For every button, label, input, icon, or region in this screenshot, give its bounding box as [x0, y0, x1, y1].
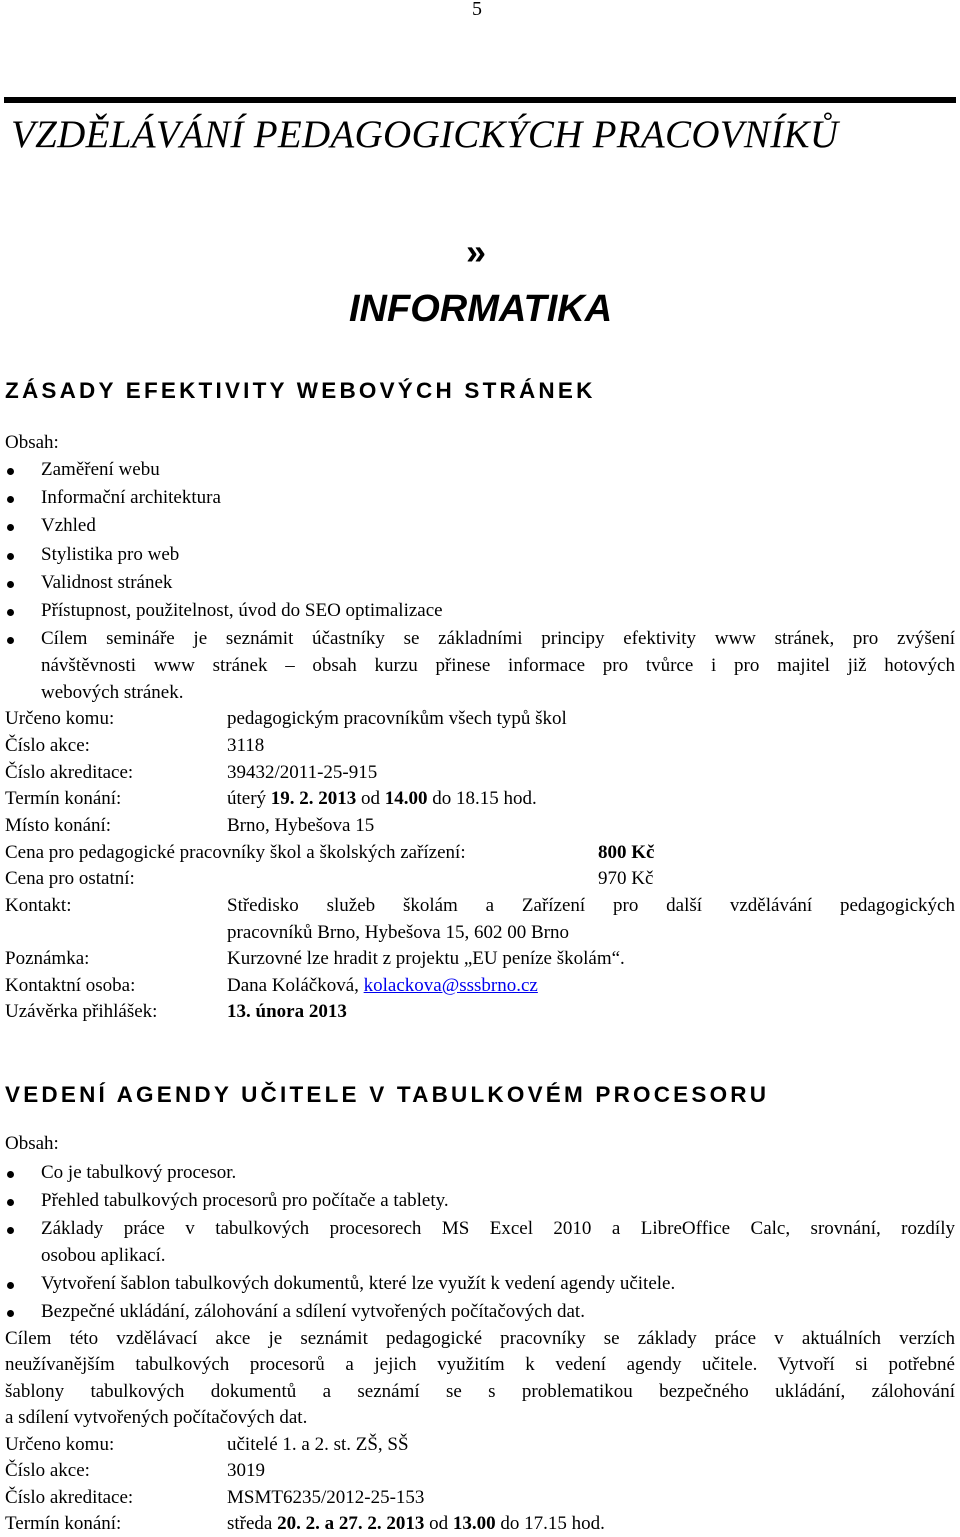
accreditation-label: Číslo akreditace:: [5, 1487, 134, 1508]
course-title: ZÁSADY EFEKTIVITY WEBOVÝCH STRÁNEK: [5, 378, 596, 403]
bullet-icon: [7, 581, 14, 588]
course-goal-line: webových stránek.: [41, 682, 184, 703]
target-value: pedagogickým pracovníkům všech typů škol: [227, 708, 567, 729]
contact-person-value: Dana Koláčková, kolackova@sssbrno.cz: [227, 975, 538, 996]
contents-label: Obsah:: [5, 432, 59, 453]
list-item: Vytvoření šablon tabulkových dokumentů, které lze využít k vedení agendy učitele.: [0, 1271, 960, 1297]
bullet-icon: [7, 609, 14, 616]
course-goal-line: návštěvnosti www stránek – obsah kurzu přinese informace pro tvůrce i pro majitel již hotových: [41, 655, 955, 676]
bullet-icon: [7, 1199, 14, 1206]
list-item: Informační architektura: [0, 485, 960, 511]
bullet-icon: [7, 1227, 14, 1234]
date-value: úterý 19. 2. 2013 od 14.00 do 18.15 hod.: [227, 788, 537, 809]
bullet-icon: [7, 496, 14, 503]
contents-label: Obsah:: [5, 1133, 59, 1154]
contact-value: Středisko služeb školám a Zařízení pro další vzdělávání pedagogických: [227, 895, 955, 916]
bullet-icon: [7, 1171, 14, 1178]
header-rule: [4, 97, 956, 103]
bullet-icon: [7, 637, 14, 644]
price-teachers-label: Cena pro pedagogické pracovníky škol a školských zařízení:: [5, 842, 466, 863]
course-goal-line: Cílem této vzdělávací akce je seznámit pedagogické pracovníky se základy práce v aktuálních verzích: [5, 1328, 955, 1349]
accreditation-label: Číslo akreditace:: [5, 762, 134, 783]
bullet-icon: [7, 553, 14, 560]
note-label: Poznámka:: [5, 948, 90, 969]
list-item: Stylistika pro web: [0, 542, 960, 568]
list-item: Co je tabulkový procesor.: [0, 1160, 960, 1186]
list-item: Bezpečné ukládání, zálohování a sdílení vytvořených počítačových dat.: [0, 1299, 960, 1325]
action-number-label: Číslo akce:: [5, 735, 90, 756]
list-item: Přístupnost, použitelnost, úvod do SEO optimalizace: [0, 598, 960, 624]
contact-label: Kontakt:: [5, 895, 72, 916]
date-label: Termín konání:: [5, 788, 122, 809]
action-number-value: 3019: [227, 1460, 265, 1481]
place-value: Brno, Hybešova 15: [227, 815, 375, 836]
bullet-icon: [7, 1310, 14, 1317]
note-value: Kurzovné lze hradit z projektu „EU peníze školám“.: [227, 948, 625, 969]
accreditation-value: 39432/2011-25-915: [227, 762, 378, 783]
target-label: Určeno komu:: [5, 1434, 115, 1455]
course-goal-line: neužívanějším tabulkových procesorů a jejich využitím k vedení agendy učitele. Vytvoří si potřebné: [5, 1354, 955, 1375]
place-label: Místo konání:: [5, 815, 112, 836]
price-others-value: 970 Kč: [598, 868, 654, 889]
price-teachers-value: 800 Kč: [598, 842, 655, 863]
list-item: Vzhled: [0, 513, 960, 539]
course-goal-line: a sdílení vytvořených počítačových dat.: [5, 1407, 308, 1428]
target-label: Určeno komu:: [5, 708, 115, 729]
contact-person-label: Kontaktní osoba:: [5, 975, 136, 996]
target-value: učitelé 1. a 2. st. ZŠ, SŠ: [227, 1434, 409, 1455]
course-title: VEDENÍ AGENDY UČITELE V TABULKOVÉM PROCESORU: [5, 1082, 770, 1107]
accreditation-value: MSMT6235/2012-25-153: [227, 1487, 425, 1508]
bullet-icon: [7, 1282, 14, 1289]
list-item: Validnost stránek: [0, 570, 960, 596]
date-label: Termín konání:: [5, 1513, 122, 1534]
deadline-label: Uzávěrka přihlášek:: [5, 1001, 158, 1022]
main-title: VZDĚLÁVÁNÍ PEDAGOGICKÝCH PRACOVNÍKŮ: [11, 113, 839, 156]
list-item-line: Základy práce v tabulkových procesorech MS Excel 2010 a LibreOffice Calc, srovnání, rozdíly: [41, 1218, 955, 1239]
bullet-icon: [7, 468, 14, 475]
price-others-label: Cena pro ostatní:: [5, 868, 135, 889]
list-item: Zaměření webu: [0, 457, 960, 483]
course-goal-line: Cílem semináře je seznámit účastníky se základními principy efektivity www stránek, pro zvýšení: [41, 628, 955, 649]
bullet-icon: [7, 524, 14, 531]
email-link[interactable]: kolackova@sssbrno.cz: [363, 975, 538, 996]
chevron-icon: »: [466, 231, 487, 272]
category-title: INFORMATIKA: [349, 288, 613, 330]
action-number-value: 3118: [227, 735, 265, 756]
list-item: Přehled tabulkových procesorů pro počítače a tablety.: [0, 1188, 960, 1214]
deadline-value: 13. února 2013: [227, 1001, 347, 1022]
list-item-line: osobou aplikací.: [41, 1245, 166, 1266]
page-number: 5: [472, 0, 482, 20]
course-goal-line: šablony tabulkových dokumentů a seznámí se s problematikou bezpečného ukládání, zálohování: [5, 1381, 955, 1402]
date-value: středa 20. 2. a 27. 2. 2013 od 13.00 do 17.15 hod.: [227, 1513, 605, 1534]
contact-value: pracovníků Brno, Hybešova 15, 602 00 Brno: [227, 922, 569, 943]
action-number-label: Číslo akce:: [5, 1460, 90, 1481]
